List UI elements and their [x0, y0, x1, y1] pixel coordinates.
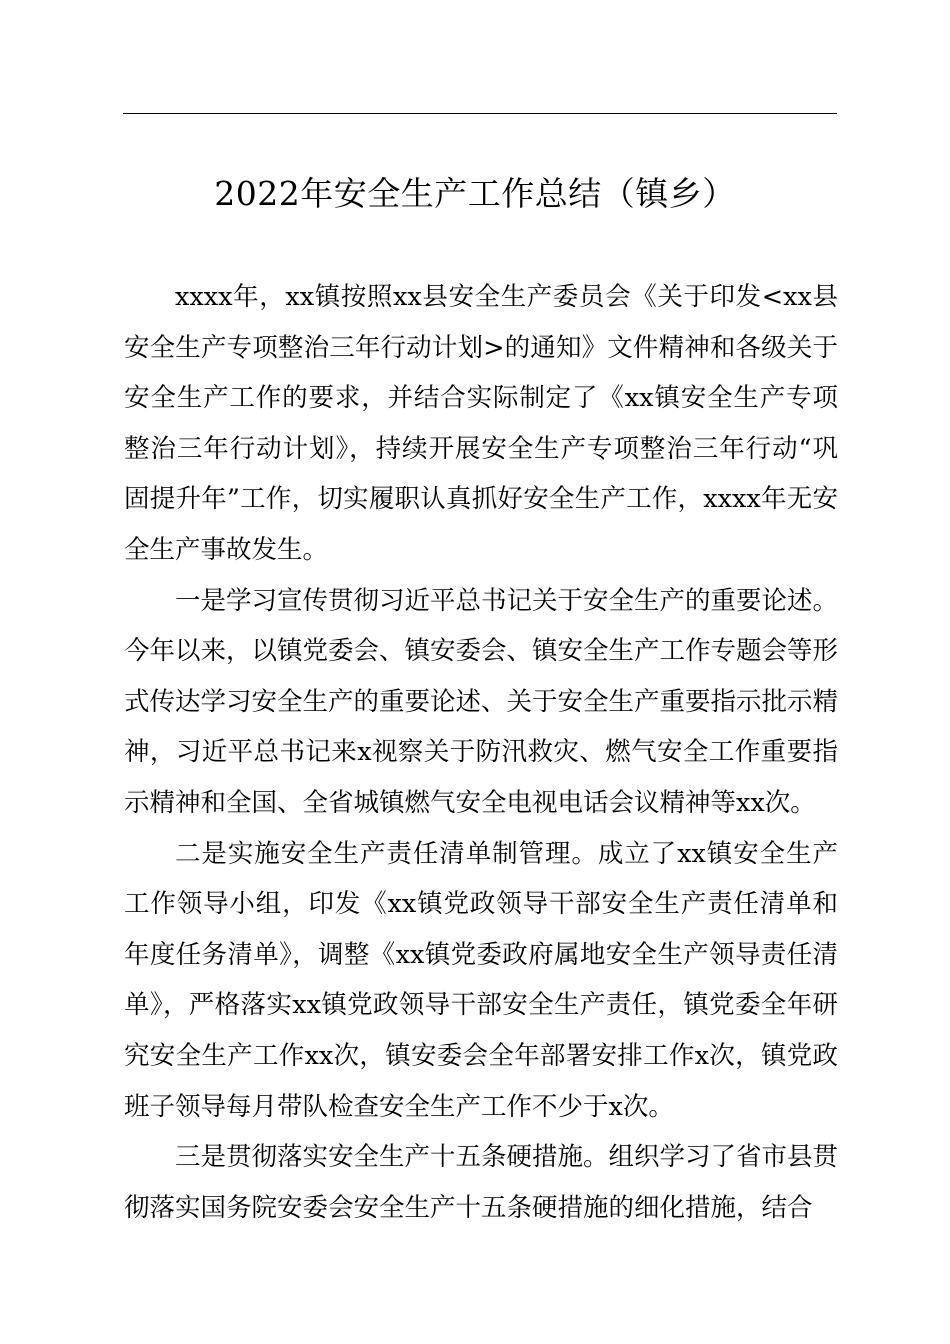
- paragraph-responsibility-list: 二是实施安全生产责任清单制管理。成立了xx镇安全生产工作领导小组，印发《xx镇党政领导干部安全生产责任清单和年度任务清单》，调整《xx镇党委政府属地安全生产领导责任清单》，严格落实xx镇党政领导干部安全生产责任，镇党委全年研究安全生产工作xx次，镇安委会全年部署安排工作x次，镇党政班子领导每月带队检查安全生产工作不少于x次。: [124, 838, 838, 1122]
- paragraph-study-publicize: 一是学习宣传贯彻习近平总书记关于安全生产的重要论述。今年以来，以镇党委会、镇安委会、镇安全生产工作专题会等形式传达学习安全生产的重要论述、关于安全生产重要指示批示精神，习近平总书记来x视察关于防汛救灾、燃气安全工作重要指示精神和全国、全省城镇燃气安全电视电话会议精神等xx次。: [124, 585, 839, 818]
- paragraph-intro: xxxx年，xx镇按照xx县安全生产委员会《关于印发<xx县安全生产专项整治三年行动计划>的通知》文件精神和各级关于安全生产工作的要求，并结合实际制定了《xx镇安全生产专项整治三年行动计划》，持续开展安全生产专项整治三年行动“巩固提升年”工作，切实履职认真抓好安全生产工作，xxxx年无安全生产事故发生。: [124, 282, 838, 565]
- document-title: 2022年安全生产工作总结（镇乡）: [214, 174, 736, 213]
- document-body: [124, 272, 838, 1233]
- header-rule: [123, 113, 837, 114]
- paragraph-fifteen-measures: 三是贯彻落实安全生产十五条硬措施。组织学习了省市县贯彻落实国务院安委会安全生产十五条硬措施的细化措施，结合: [124, 1142, 839, 1223]
